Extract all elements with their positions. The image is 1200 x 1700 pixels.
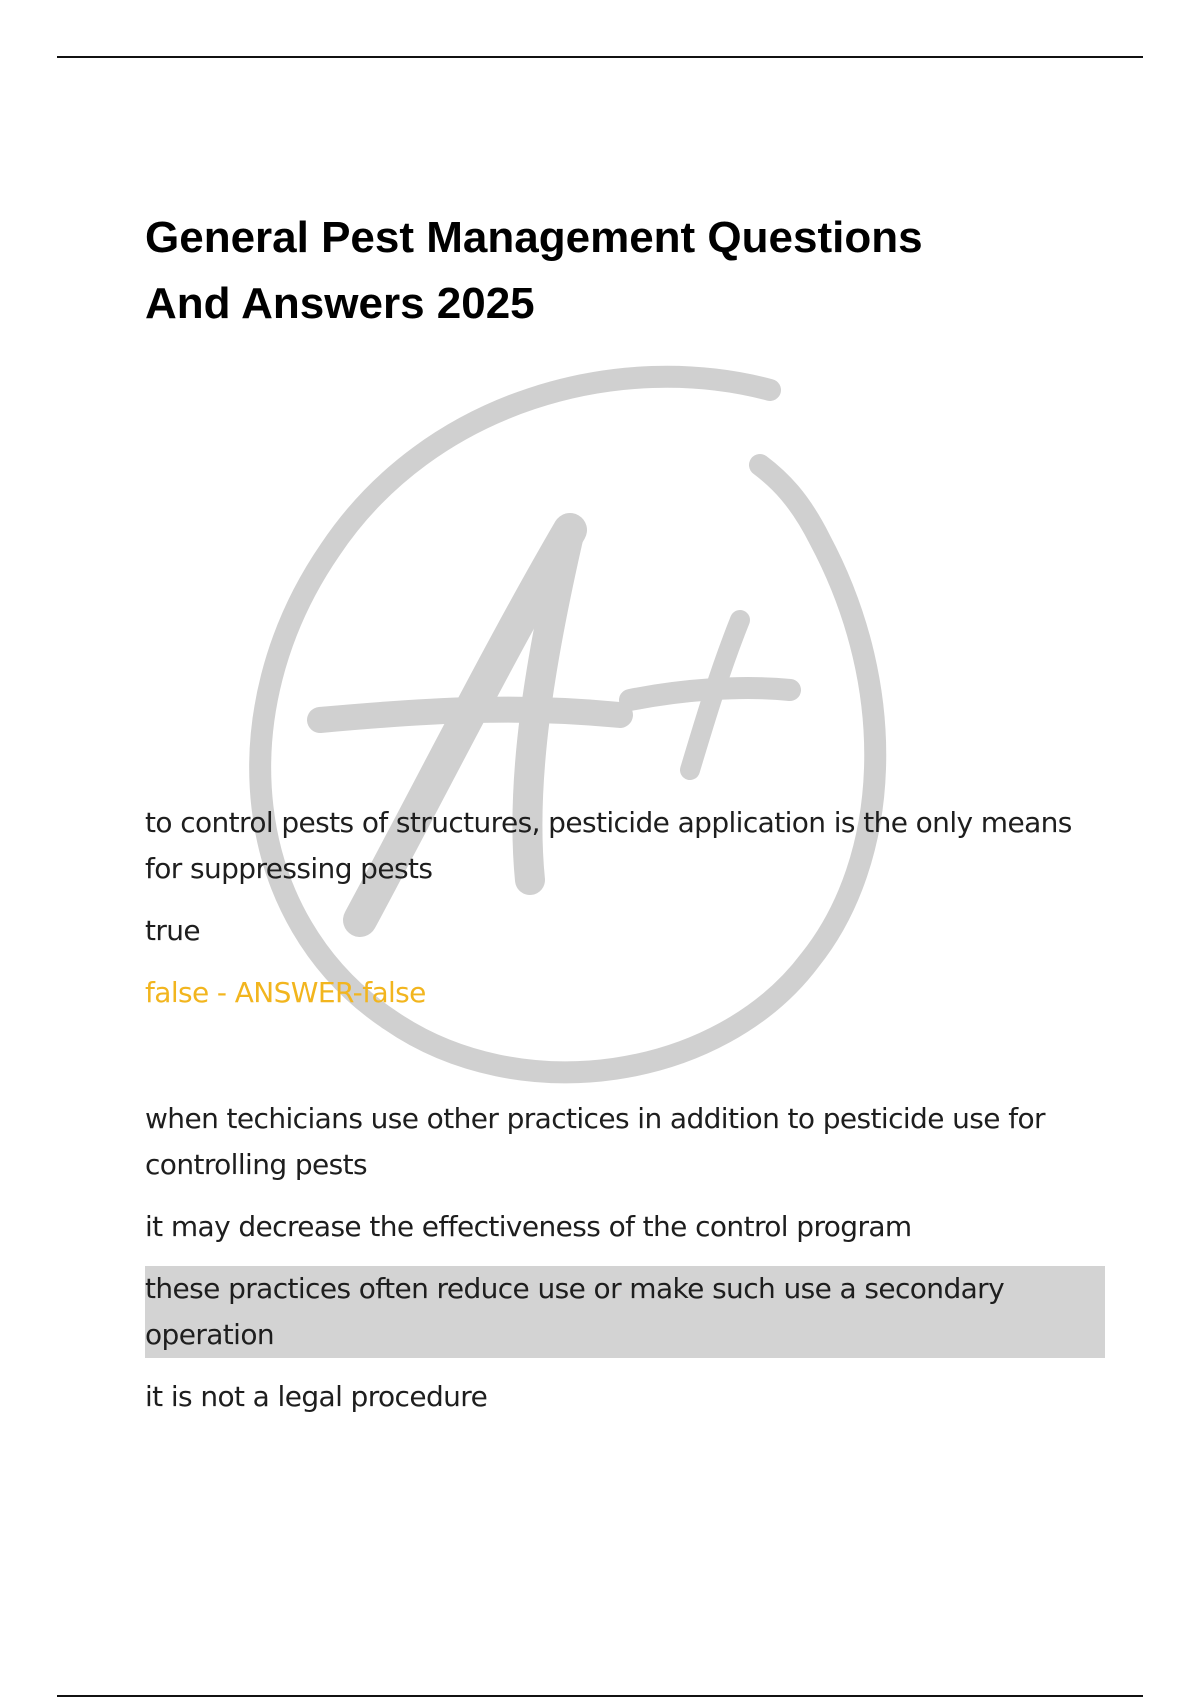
question-text: to control pests of structures, pesticide application is the only means for suppressing pests [145, 806, 1072, 885]
title-line-1: General Pest Management Questions [145, 213, 923, 262]
question-text: when techicians use other practices in addition to pesticide use for controlling pests [145, 1102, 1045, 1181]
top-rule [57, 56, 1143, 58]
option-true: true [145, 914, 201, 947]
answer-option: false - ANSWER-false [145, 976, 426, 1009]
option-not-legal: it is not a legal procedure [145, 1380, 488, 1413]
question-block-2 [145, 1096, 1095, 1420]
option-decrease-effectiveness: it may decrease the effectiveness of the control program [145, 1210, 912, 1243]
question-list [145, 800, 1095, 1436]
page-title [145, 205, 1095, 337]
title-line-2: And Answers 2025 [145, 279, 535, 328]
question-block-1 [145, 800, 1095, 1016]
bottom-rule [57, 1695, 1143, 1697]
highlighted-option: these practices often reduce use or make such use a secondary operation [145, 1266, 1105, 1358]
